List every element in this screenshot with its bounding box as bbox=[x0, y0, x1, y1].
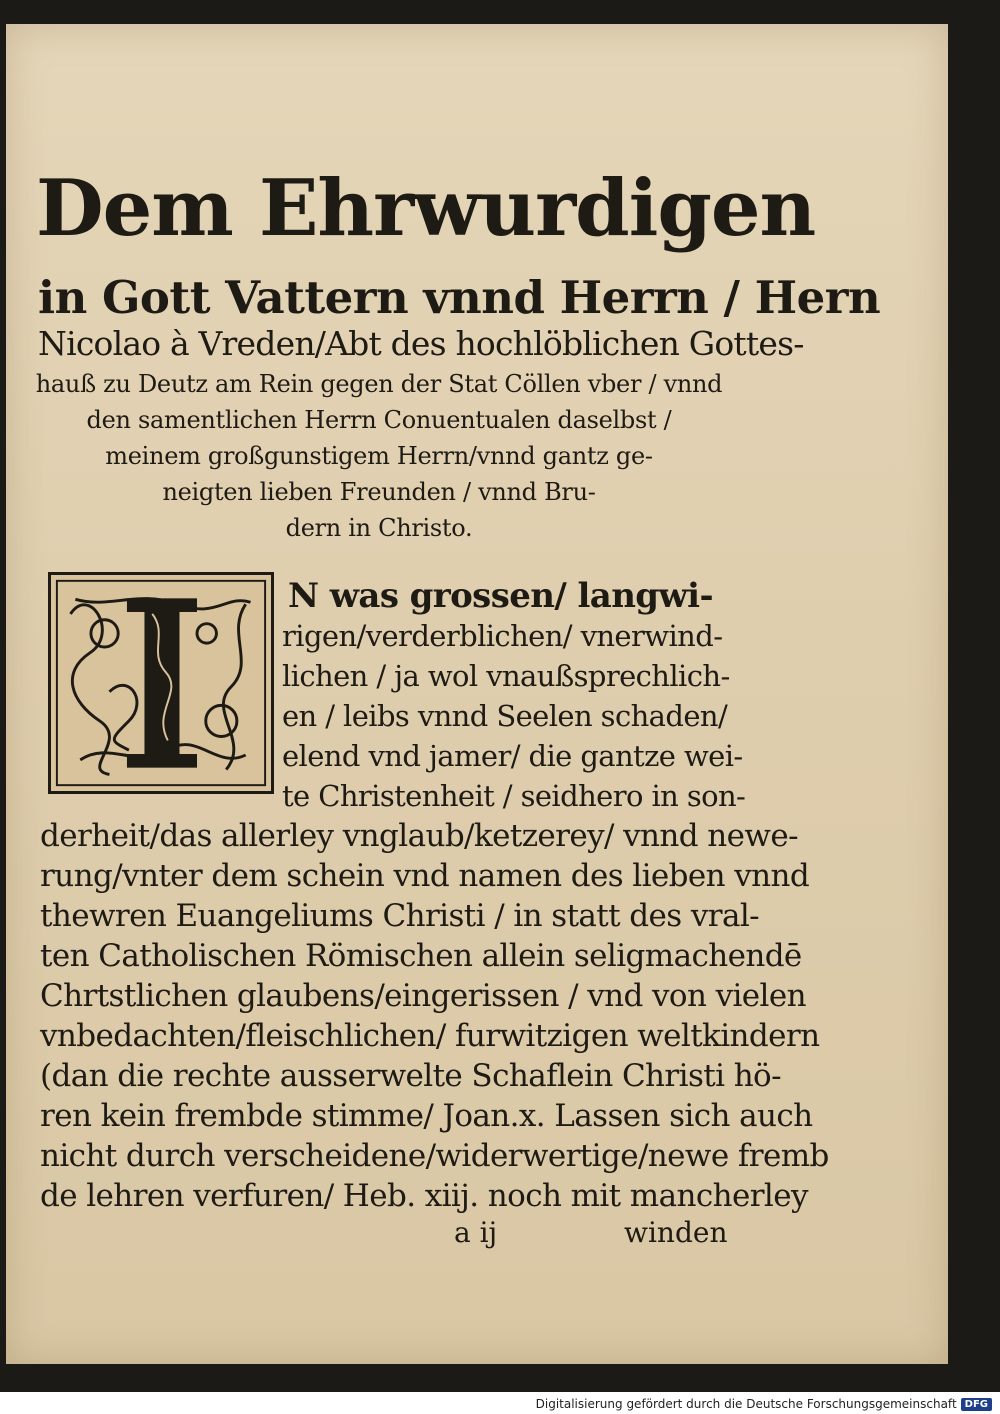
funding-text: Digitalisierung gefördert durch die Deutsche Forschungsgemeinschaft bbox=[535, 1397, 957, 1411]
signature-mark: a ij bbox=[454, 1216, 498, 1249]
text-line: Chrtstlichen glaubens/eingerissen / vnd von vielen bbox=[40, 978, 806, 1014]
dedication-line: den samentlichen Herrn Conuentualen daselbst / bbox=[86, 406, 672, 434]
text-line: elend vnd jamer/ die gantze wei- bbox=[282, 739, 743, 773]
text-line: (dan die rechte ausserwelte Schaflein Christi hö- bbox=[40, 1058, 781, 1094]
heading-line-1: Dem Ehrwurdigen bbox=[36, 163, 816, 254]
dedication-line: meinem großgunstigem Herrn/vnnd gantz ge- bbox=[105, 442, 653, 470]
text-line: te Christenheit / seidhero in son- bbox=[282, 779, 746, 813]
text-line: ren kein frembde stimme/ Joan.x. Lassen sich auch bbox=[40, 1098, 813, 1134]
decorated-initial bbox=[48, 572, 274, 794]
funding-notice bbox=[536, 1396, 992, 1412]
ornament-initial-icon bbox=[51, 575, 271, 791]
dedication-line: dern in Christo. bbox=[285, 514, 473, 542]
text-line: derheit/das allerley vnglaub/ketzerey/ vnnd newe- bbox=[40, 818, 798, 854]
text-line: ten Catholischen Römischen allein seligmachendē bbox=[40, 938, 802, 974]
heading-line-2: in Gott Vattern vnnd Herrn / Hern bbox=[38, 271, 881, 324]
text-line: rung/vnter dem schein vnd namen des lieben vnnd bbox=[40, 858, 810, 894]
book-page bbox=[6, 24, 948, 1364]
catchword: winden bbox=[624, 1216, 728, 1249]
dfg-logo: DFG bbox=[961, 1398, 992, 1411]
text-line: nicht durch verscheidene/widerwertige/newe fremb bbox=[40, 1138, 829, 1174]
text-line: N was grossen/ langwi- bbox=[288, 576, 713, 616]
initial-letter-value bbox=[6, 24, 7, 25]
text-line: thewren Euangeliums Christi / in statt des vral- bbox=[40, 898, 760, 934]
dedication-line: hauß zu Deutz am Rein gegen der Stat Cöllen vber / vnnd bbox=[35, 370, 723, 398]
dedication-line: neigten lieben Freunden / vnnd Bru- bbox=[162, 478, 596, 506]
text-line: rigen/verderblichen/ vnerwind- bbox=[282, 619, 723, 653]
heading-line-3: Nicolao à Vreden/Abt des hochlöblichen Gottes- bbox=[38, 324, 804, 363]
text-line: de lehren verfuren/ Heb. xiij. noch mit mancherley bbox=[40, 1178, 808, 1214]
text-line: lichen / ja wol vnaußsprechlich- bbox=[282, 659, 730, 693]
text-line: vnbedachten/fleischlichen/ furwitzigen weltkindern bbox=[40, 1018, 820, 1054]
text-line: en / leibs vnnd Seelen schaden/ bbox=[282, 699, 728, 733]
